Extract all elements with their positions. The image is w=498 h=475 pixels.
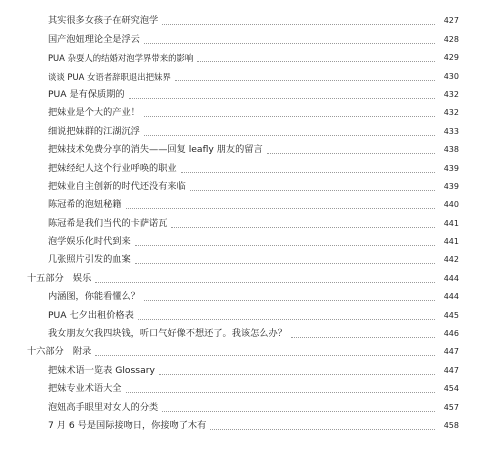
toc-entry-page: 432 [443, 89, 459, 99]
toc-entry[interactable] [0, 193, 498, 211]
toc-entry[interactable] [0, 211, 498, 229]
toc-entry[interactable] [0, 101, 498, 119]
toc-entry-page: 440 [443, 200, 459, 210]
dot-leader [291, 337, 435, 338]
dot-leader [138, 319, 435, 320]
dot-leader [126, 392, 436, 393]
toc-entry[interactable] [0, 230, 498, 248]
toc-entry-title: 谈谈 PUA 女语者辞职退出把妹界 [48, 71, 171, 82]
toc-entry-title: 我女朋友欠我四块钱，听口气好像不想还了。我该怎么办？ [48, 328, 287, 340]
dot-leader [171, 227, 435, 228]
toc-entry[interactable] [0, 138, 498, 156]
toc-entry[interactable] [0, 83, 498, 101]
dot-leader [181, 172, 435, 173]
toc-entry[interactable] [0, 248, 498, 266]
toc-entry-title: 把妹业是个大的产业！ [48, 107, 140, 119]
toc-entry-title: 国产泡妞理论全是浮云 [48, 33, 140, 45]
toc-entry[interactable] [0, 27, 498, 45]
toc-entry-page: 429 [443, 53, 459, 63]
toc-entry-page: 441 [443, 218, 459, 228]
toc-entry[interactable] [0, 358, 498, 376]
toc-entry-title: 把妹业自主创新的时代还没有来临 [48, 180, 186, 192]
dot-leader [144, 116, 435, 117]
toc-entry-title: 几张照片引发的血案 [48, 254, 131, 266]
toc-entry-title: 泡学娱乐化时代到来 [48, 236, 131, 248]
toc-entry-page: 457 [443, 402, 459, 412]
toc-part-title: 十六部分 附录 [27, 346, 92, 358]
toc-entry-title: 其实很多女孩子在研究泡学 [48, 15, 159, 27]
dot-leader [159, 374, 435, 375]
dot-leader [126, 208, 436, 209]
toc-entry[interactable] [0, 119, 498, 137]
toc-entry-page: 454 [443, 384, 459, 394]
toc-entry[interactable] [0, 9, 498, 27]
toc-entry-title: 陈冠希的泡妞秘籍 [48, 199, 122, 211]
toc-entry[interactable] [0, 285, 498, 303]
toc-entry-title: 把妹技术免费分享的消失——回复 leafly 朋友的留言 [48, 144, 263, 156]
dot-leader [135, 263, 435, 264]
toc-part-heading[interactable] [0, 266, 498, 284]
toc-entry-title: 细说把妹群的江湖沉浮 [48, 125, 140, 137]
dot-leader [175, 80, 435, 81]
toc-entry[interactable] [0, 303, 498, 321]
toc-entry[interactable] [0, 395, 498, 413]
table-of-contents [0, 9, 498, 432]
toc-entry[interactable] [0, 377, 498, 395]
toc-entry[interactable] [0, 46, 498, 64]
toc-entry-page: 427 [443, 16, 459, 26]
toc-entry-title: 把妹经纪人这个行业呼唤的职业 [48, 162, 177, 174]
dot-leader [144, 300, 435, 301]
toc-entry-page: 439 [443, 163, 459, 173]
toc-entry-page: 438 [443, 145, 459, 155]
dot-leader [162, 24, 435, 25]
dot-leader [135, 245, 435, 246]
toc-entry-page: 442 [443, 255, 459, 265]
toc-entry-page: 444 [443, 273, 459, 283]
dot-leader [197, 61, 435, 62]
toc-entry[interactable] [0, 175, 498, 193]
toc-entry-title: 内涵图，你能看懂么？ [48, 291, 140, 303]
toc-entry[interactable] [0, 64, 498, 82]
toc-entry-page: 432 [443, 108, 459, 118]
dot-leader [267, 153, 435, 154]
toc-entry-page: 433 [443, 126, 459, 136]
toc-entry-page: 447 [443, 365, 459, 375]
toc-entry-title: 泡妞高手眼里对女人的分类 [48, 401, 159, 413]
toc-entry-page: 430 [443, 71, 459, 81]
dot-leader [95, 355, 435, 356]
dot-leader [144, 43, 435, 44]
toc-part-heading[interactable] [0, 340, 498, 358]
dot-leader [129, 98, 435, 99]
toc-entry[interactable] [0, 156, 498, 174]
toc-entry-page: 428 [443, 34, 459, 44]
toc-entry-page: 447 [443, 347, 459, 357]
toc-entry-title: PUA 杂耍人的结婚对泡学界带来的影响 [48, 53, 194, 64]
toc-entry[interactable] [0, 414, 498, 432]
toc-entry-title: 7 月 6 号是国际接吻日，你接吻了木有 [48, 419, 207, 431]
toc-entry-title: PUA 是有保质期的 [48, 88, 125, 100]
dot-leader [210, 429, 435, 430]
toc-entry-title: 把妹专业术语大全 [48, 383, 122, 395]
toc-entry-page: 441 [443, 237, 459, 247]
toc-entry-page: 458 [443, 420, 459, 430]
toc-entry-page: 446 [443, 329, 459, 339]
dot-leader [144, 135, 435, 136]
toc-entry-page: 439 [443, 181, 459, 191]
dot-leader [162, 411, 435, 412]
toc-entry-page: 444 [443, 292, 459, 302]
toc-entry-title: PUA 七夕出租价格表 [48, 309, 134, 321]
toc-entry-page: 445 [443, 310, 459, 320]
dot-leader [95, 282, 435, 283]
dot-leader [190, 190, 435, 191]
toc-entry[interactable] [0, 322, 498, 340]
toc-entry-title: 把妹术语一览表 Glossary [48, 364, 155, 376]
toc-entry-title: 陈冠希是我们当代的卡萨诺瓦 [48, 217, 168, 229]
toc-part-title: 十五部分 娱乐 [27, 272, 92, 284]
